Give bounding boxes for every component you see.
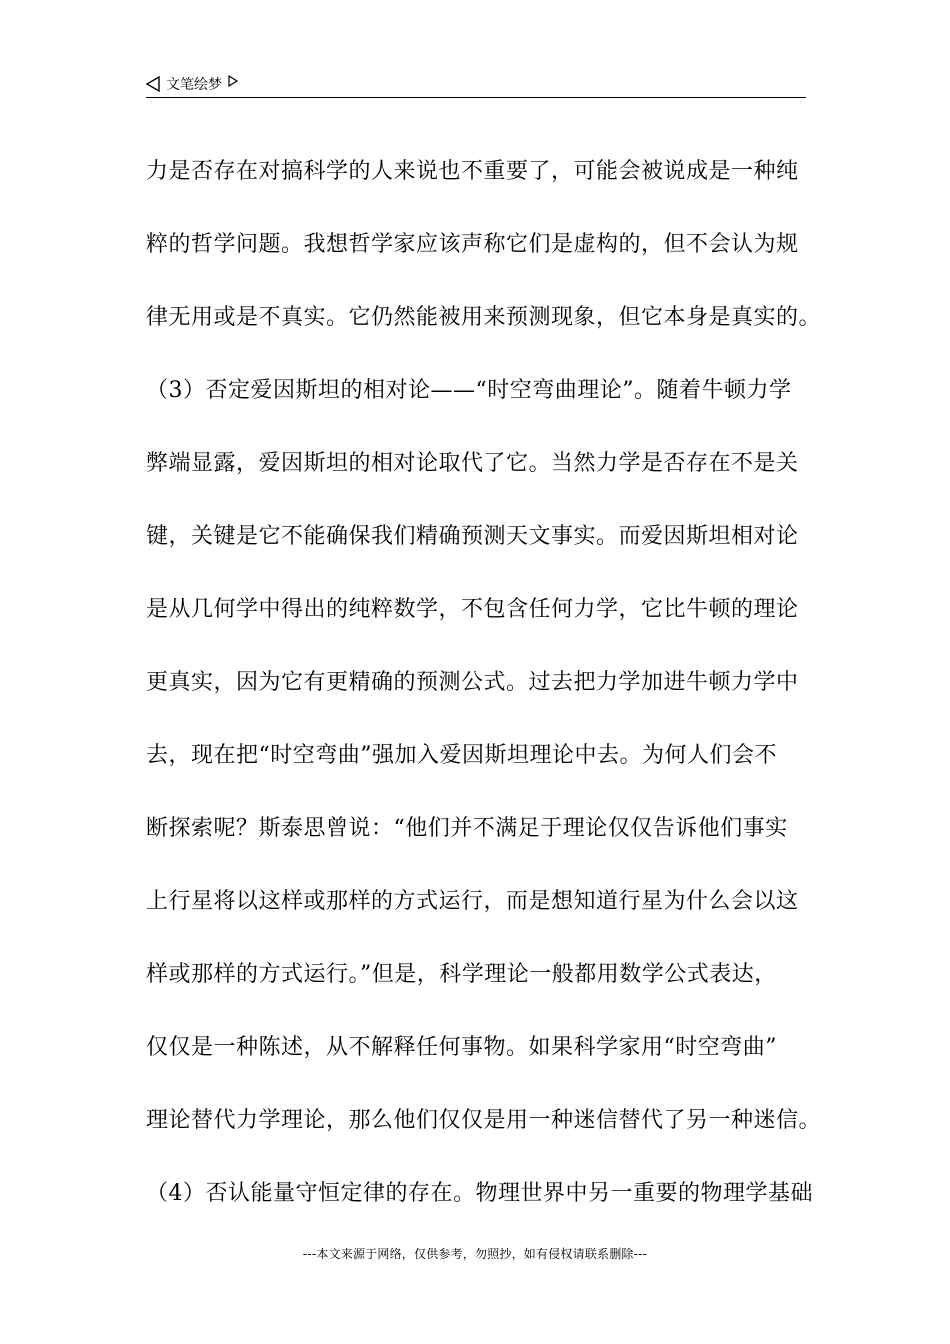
text-line: 上行星将以这样或那样的方式运行，而是想知道行星为什么会以这 <box>146 889 799 914</box>
page-header <box>146 72 806 98</box>
text-line: 样或那样的方式运行。”但是，科学理论一般都用数学公式表达， <box>146 962 777 987</box>
text-line: 律无用或是不真实。它仍然能被用来预测现象，但它本身是真实的。 <box>146 305 822 330</box>
text-line: （3）否定爱因斯坦的相对论——“时空弯曲理论”。随着牛顿力学 <box>146 378 792 403</box>
text-line: 粹的哲学问题。我想哲学家应该声称它们是虚构的，但不会认为规 <box>146 232 799 257</box>
text-line: 是从几何学中得出的纯粹数学，不包含任何力学，它比牛顿的理论 <box>146 597 799 622</box>
text-line: 理论替代力学理论，那么他们仅仅是用一种迷信替代了另一种迷信。 <box>146 1108 822 1133</box>
right-triangle-icon <box>228 75 238 87</box>
text-line: 去，现在把“时空弯曲”强加入爱因斯坦理论中去。为何人们会不 <box>146 743 777 768</box>
text-line: 键，关键是它不能确保我们精确预测天文事实。而爱因斯坦相对论 <box>146 524 799 549</box>
text-line: 力是否存在对搞科学的人来说也不重要了，可能会被说成是一种纯 <box>146 159 799 184</box>
text-line: 更真实，因为它有更精确的预测公式。过去把力学加进牛顿力学中 <box>146 670 799 695</box>
text-line: 断探索呢？斯泰思曾说：“他们并不满足于理论仅仅告诉他们事实 <box>146 816 788 841</box>
text-line: 弊端显露，爱因斯坦的相对论取代了它。当然力学是否存在不是关 <box>146 451 799 476</box>
document-body <box>146 135 826 1230</box>
left-triangle-icon <box>146 76 160 92</box>
text-line: 仅仅是一种陈述，从不解释任何事物。如果科学家用“时空弯曲” <box>146 1035 777 1060</box>
header-divider <box>146 97 806 98</box>
header-title: 文笔绘梦 <box>166 77 222 93</box>
header-content <box>146 72 238 96</box>
page-footer: ---本文来源于网络，仅供参考，勿照抄，如有侵权请联系删除--- <box>302 1247 648 1261</box>
text-line: （4）否认能量守恒定律的存在。物理世界中另一重要的物理学基础 <box>146 1181 813 1206</box>
